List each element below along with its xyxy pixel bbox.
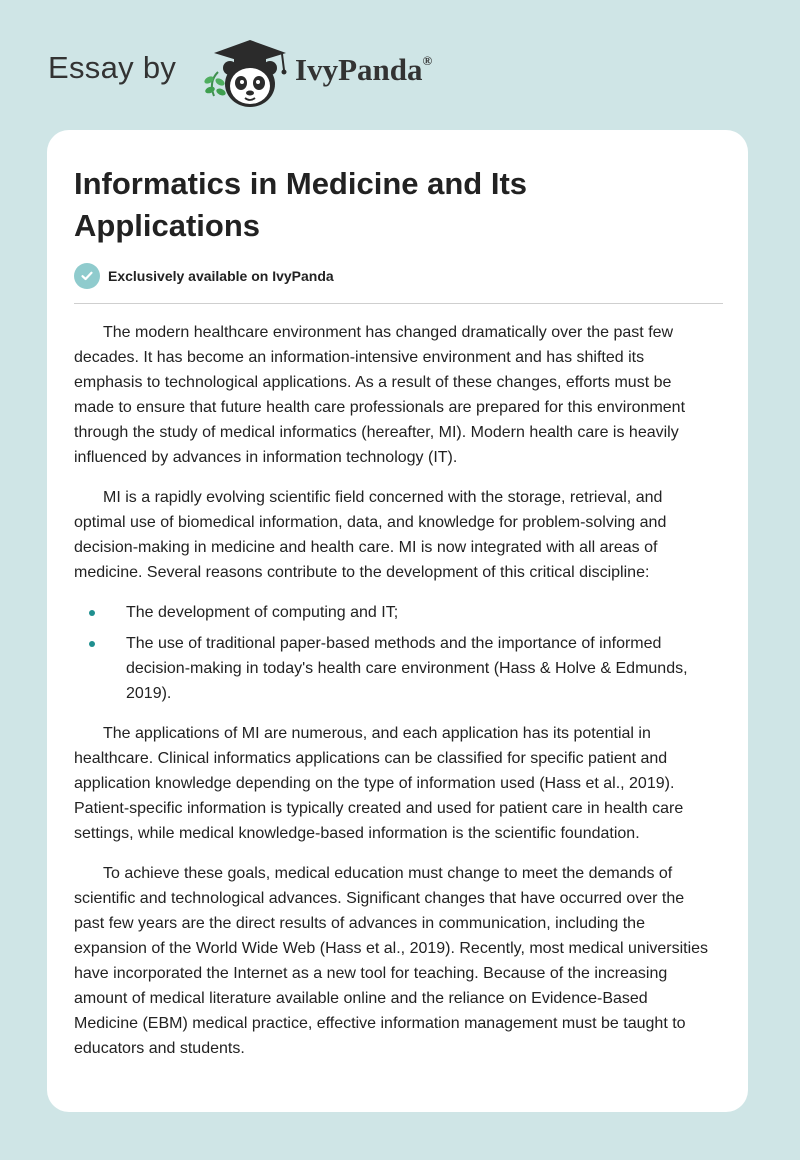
paragraph: MI is a rapidly evolving scientific field concerned with the storage, retrieval, and optimal use of biomedical information, data, and knowledge for problem-solving and decision-making in medicine and health care. MI is now integrated with all areas of medicine. Several reasons contribute to the development of this critical discipline: xyxy=(74,489,667,581)
brand-name-text: IvyPanda xyxy=(295,52,423,87)
paragraph: The applications of MI are numerous, and each application has its potential in healthcare. Clinical informatics applications can be classified for specific patient and application knowledge depending on the type of information used (Hass et al., 2019). Patient-specific information is typically created and used for patient care in health care settings, while medical knowledge-based information is the scientific foundation. xyxy=(74,725,684,842)
check-circle-icon xyxy=(74,263,100,289)
list-item xyxy=(74,600,714,625)
bullet-dot-icon xyxy=(89,610,95,616)
essay-body xyxy=(74,320,714,1076)
essay-card xyxy=(47,130,748,1112)
panda-graduate-icon[interactable] xyxy=(200,36,292,110)
list-item xyxy=(74,631,714,706)
bullet-dot-icon xyxy=(89,641,95,647)
exclusive-badge xyxy=(74,263,334,289)
list-item-text: The use of traditional paper-based methods and the importance of informed decision-making in today's health care environment (Hass & Holve & Edmunds, 2019). xyxy=(126,635,688,702)
brand-name[interactable] xyxy=(295,52,432,88)
registered-mark: ® xyxy=(422,52,433,68)
paragraph: The modern healthcare environment has changed dramatically over the past few decades. It has become an information-intensive environment and has shifted its emphasis to technological applications. As a result of these changes, efforts must be made to ensure that future health care professionals are prepared for this environment through the study of medical informatics (hereafter, MI). Modern health care is heavily influenced by advances in information technology (IT). xyxy=(74,324,686,466)
site-header xyxy=(0,0,800,130)
brand-prefix: Essay by xyxy=(48,50,177,85)
list-item-text: The development of computing and IT; xyxy=(126,604,399,621)
paragraph: To achieve these goals, medical education must change to meet the demands of scientific and technological advances. Significant changes that have occurred over the past few years are the direct results of advances in communication, including the expansion of the World Wide Web (Hass et al., 2019). Recently, most medical universities have incorporated the Internet as a new tool for teaching. Because of the increasing amount of medical literature available online and the reliance on Evidence-Based Medicine (EBM) medical practice, effective information management must be taught to educators and students. xyxy=(74,865,709,1057)
bullet-list xyxy=(74,600,714,706)
exclusive-badge-text: Exclusively available on IvyPanda xyxy=(108,268,334,284)
divider xyxy=(74,303,723,304)
page-title: Informatics in Medicine and Its Applications xyxy=(74,166,528,243)
